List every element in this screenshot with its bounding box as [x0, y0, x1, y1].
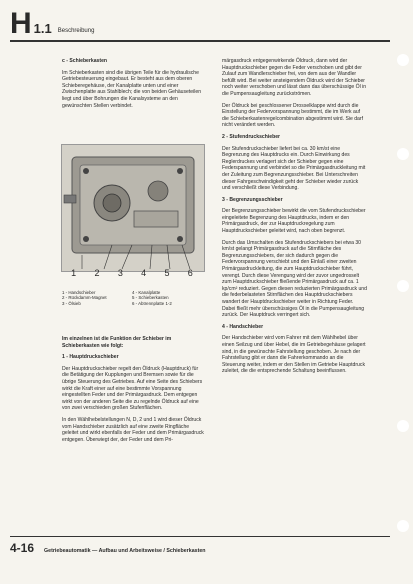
legend-item: 1 - Handschieber [62, 290, 96, 295]
legend-item: 2 - Rückdamm-Magnet [62, 295, 107, 301]
section-1-paragraph-a: Der Hauptdruckschieber regelt den Öldruck (Hauptdruck) für die Betätigung der Kupplungen und Bremsen sowie für die übrige Steuerung des Getriebes. Auf eine Seite des Schiebers wirkt die Kraft einer auf eine bestimmte Vorspannung eingestellten Feder und der Primärgasdruck. Dem entgegen wirkt von der anderen Seite die zu regelnde Öldruck auf eine von zwei verschieden großen Stufenflächen. [62, 365, 203, 412]
legend-item: 6 - Abtrennplatte 1-2 [132, 300, 172, 306]
photo-callouts [62, 268, 202, 278]
section-1-paragraph-b: In den Wählhebelstellungen N, D, 2 und 1 wird dieser Öldruck vom Handschieber zusätzlich auf eine zweite Ringfläche geleitet und wirkt ebenfalls der Feder und dem Primärgasdruck entgegen. Überwiegt der, der Feder und dem Pri- [62, 416, 204, 443]
callout-4: 4 [141, 268, 147, 278]
legend-item: 5 - Schieberkasten [132, 295, 169, 301]
continued-paragraph-2: Der Öldruck bei geschlossener Drosselklappe wird durch die Einstellung der Federvorspannung bestimmt, die im Werk auf die Schieberkastenregelcombination abgestimmt wird. Sie darf nicht verändert werden. [222, 102, 363, 129]
section-a-heading: c - Schieberkasten [62, 58, 108, 64]
page-header [10, 7, 95, 40]
legend-item: 3 - Ölsieb [62, 300, 81, 306]
punch-hole [397, 280, 409, 292]
continued-paragraph: märgasdruck entgegenwirkende Öldruck, dann wird der Hauptdruckschieber gegen die Feder verschoben und gibt der Zulauf zum Wandlerschieber frei, von dem aus der Wandler befüllt wird. Bei weiter ansteigendem Öldruck wird der Schieber noch weiter verschoben und lässt dann das überschüssige Öl in die Pumpensaugleitung zurückströmen. [222, 58, 367, 97]
left-column-top [62, 58, 205, 114]
valve-body-photo [61, 144, 205, 272]
section-3-paragraph-a: Der Begrenzungsschieber bewirkt die vom Stufendruckschieber eingeleitete Begrenzung des Hauptdrucks, indem er den Primärgasdruck, der zur Hauptdruckregelung zum Hauptdruckschieber geleitet wird, nach oben begrenzt. [222, 208, 366, 235]
callout-6: 6 [187, 268, 193, 278]
legend-item: 4 - Kanalplatte [132, 290, 161, 295]
punch-hole [397, 148, 409, 160]
left-column-bottom [62, 336, 205, 448]
callout-3: 3 [117, 268, 123, 278]
photo-legend-right [132, 290, 172, 306]
section-3-paragraph-b: Durch das Umschalten des Stufendruckschiebers bei etwa 30 km/st gelangt Primärgasdruck auf die Stirnfläche des Begrenzungsschiebers, der sich dadurch gegen die Federvorspannung verschiebt und den Einlaß einer zweiten Primärgasdruckleitung, die zum Hauptdruckschieber führt, verengt. Durch diese Verengung wird der zuvor ungedrosselt zum Hauptdruckschieber fließende Primärgasdruck auf ca. 1 kp/cm² reduziert. Gegen diesen reduzierten Primärgasdruck und die federbelasteten Stirnflächen des Hauptdruckschiebers wandert der Hauptdruckschieber weiter in Richtung Feder. Dabei fließt mehr überschüssiges Öl in die Pumpensaugleitung zurück. Der Hauptdruck verringert sich. [222, 239, 367, 319]
callout-1: 1 [71, 268, 77, 278]
callout-5: 5 [164, 268, 170, 278]
footer-rule [10, 536, 390, 537]
section-3-heading: 3 - Begrenzungsschieber [222, 196, 283, 203]
section-2-paragraph: Der Stufendruckschieber liefert bei ca. 30 km/st eine Begrenzung des Hauptdrucks ein. Durch Einwirkung des Reglerdruckes verlagert sich der Schieber gegen eine Federspannung und verbindet so die Primärgasdruckleitung mit der Zuleitung zum Begrenzungsschieber. Bei Unterschreiten dieser Fahrgeschwindigkeit geht der Schieber wieder zurück und verschließt diese Verbindung. [222, 145, 366, 192]
photo-legend-left [62, 290, 107, 306]
section-letter: H [10, 7, 32, 40]
punch-hole [397, 420, 409, 432]
page-footer [10, 541, 206, 555]
section-4-heading: 4 - Handschieber [222, 323, 264, 330]
section-a-paragraph: Im Schieberkasten sind die übrigen Teile für die hydraulische Getriebesteuerung eingebaut. Er besteht aus dem oberen Schieberegehäuse, der Kanalplatte unten und einer Zwischenplatte aus Stahlblech; die von beiden Gehäuseteilen liegt und über Bohrungen die Kanalsysteme an den gewünschten Stellen verbindet. [62, 69, 202, 109]
right-column [222, 58, 368, 380]
punch-hole [397, 520, 409, 532]
section-number: 1.1 [33, 21, 52, 36]
valve-body-illustration [62, 145, 204, 271]
intro-bold: Im einzelnen ist die Funktion der Schieber im Schieberkasten wie folgt: [62, 336, 172, 349]
section-4-paragraph: Der Handschieber wird vom Fahrer mit dem Wählhebel über einen Seilzug und über Hebel, die im Getriebegehäuse gelagert sind, in die gewünschte Fahrstellung geschoben. Je nach der Fahrstellung gibt er dann die Fahrerkommando an die Steuerung weiter, indem er den Stellen im Getriebe Hauptdruck zuleitet, die die entsprechende Schaltung beeinflussen. [222, 335, 366, 375]
punch-hole [397, 54, 409, 66]
section-2-heading: 2 - Stufendruckschieber [222, 133, 281, 140]
section-1-heading: 1 - Hauptdruckschieber [62, 354, 119, 361]
header-rule [10, 40, 390, 42]
section-title: Beschreibung [57, 28, 95, 34]
callout-2: 2 [94, 268, 100, 278]
footer-text: Getriebeautomatik — Aufbau und Arbeitsweise / Schieberkasten [44, 548, 206, 554]
page-number: 4-16 [10, 541, 35, 555]
